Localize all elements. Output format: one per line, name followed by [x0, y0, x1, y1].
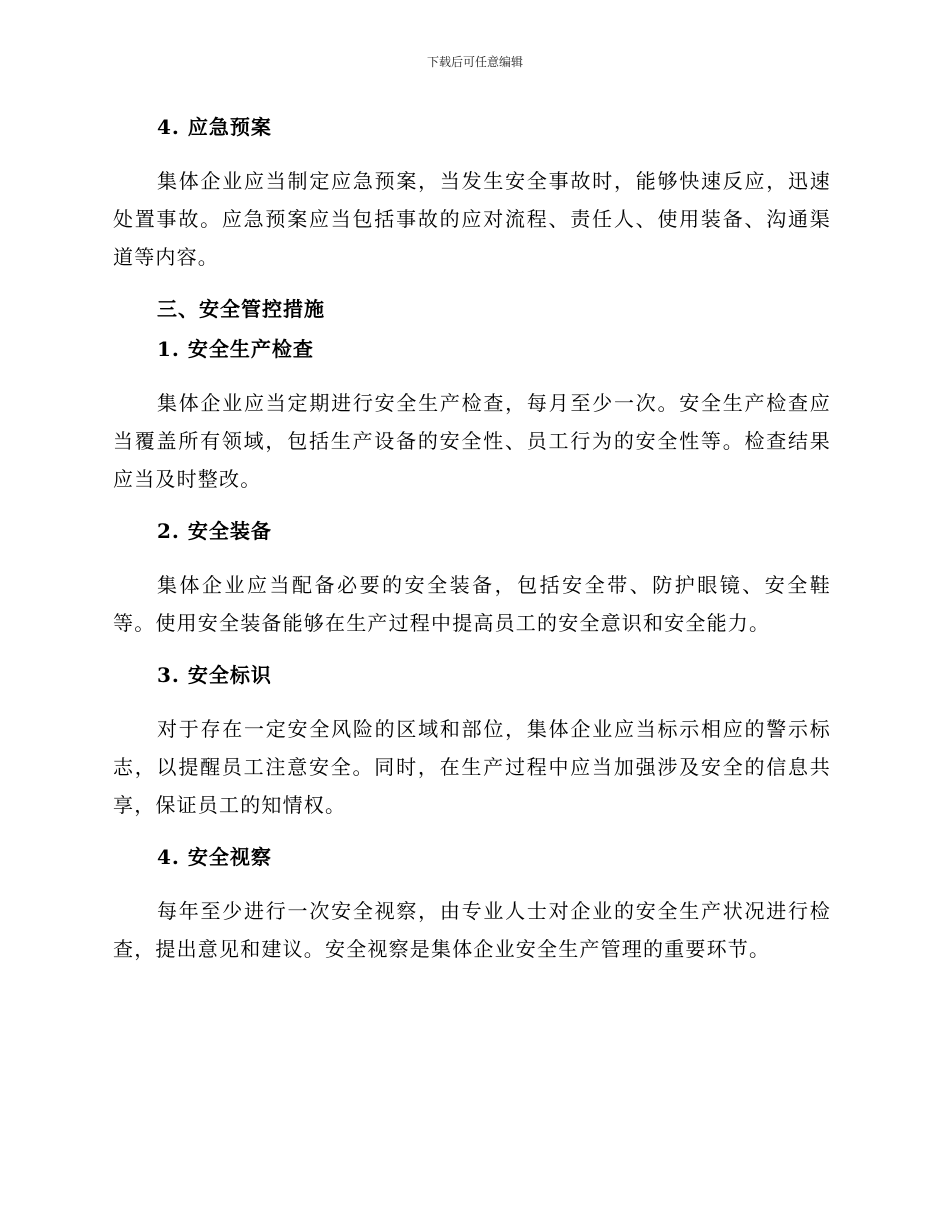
paragraph: 对于存在一定安全风险的区域和部位，集体企业应当标示相应的警示标志，以提醒员工注意安全。同时，在生产过程中应当加强涉及安全的信息共享，保证员工的知情权。: [113, 717, 831, 817]
section-heading: 1. 安全生产检查: [157, 337, 314, 361]
paragraph: 集体企业应当配备必要的安全装备，包括安全带、防护眼镜、安全鞋等。使用安全装备能够在生产过程中提高员工的安全意识和安全能力。: [113, 573, 831, 635]
section-heading: 3. 安全标识: [157, 663, 272, 687]
document-body: [113, 108, 831, 982]
section-safety-control-measures: [113, 290, 831, 328]
section-emergency-plan: [113, 108, 831, 276]
paragraph: 集体企业应当定期进行安全生产检查，每月至少一次。安全生产检查应当覆盖所有领域，包括生产设备的安全性、员工行为的安全性等。检查结果应当及时整改。: [113, 391, 831, 491]
section-safety-inspection-visit: [113, 838, 831, 968]
chapter-heading: 三、安全管控措施: [157, 297, 325, 321]
paragraph: 每年至少进行一次安全视察，由专业人士对企业的安全生产状况进行检查，提出意见和建议。安全视察是集体企业安全生产管理的重要环节。: [113, 899, 831, 961]
paragraph: 集体企业应当制定应急预案，当发生安全事故时，能够快速反应，迅速处置事故。应急预案应当包括事故的应对流程、责任人、使用装备、沟通渠道等内容。: [113, 169, 831, 269]
section-safety-signage: [113, 656, 831, 824]
section-safety-inspection: [113, 330, 831, 498]
header-note: 下载后可任意编辑: [426, 55, 523, 69]
section-heading: 2. 安全装备: [157, 519, 272, 543]
section-heading: 4. 安全视察: [157, 845, 272, 869]
section-heading: 4. 应急预案: [157, 115, 272, 139]
section-safety-equipment: [113, 512, 831, 642]
